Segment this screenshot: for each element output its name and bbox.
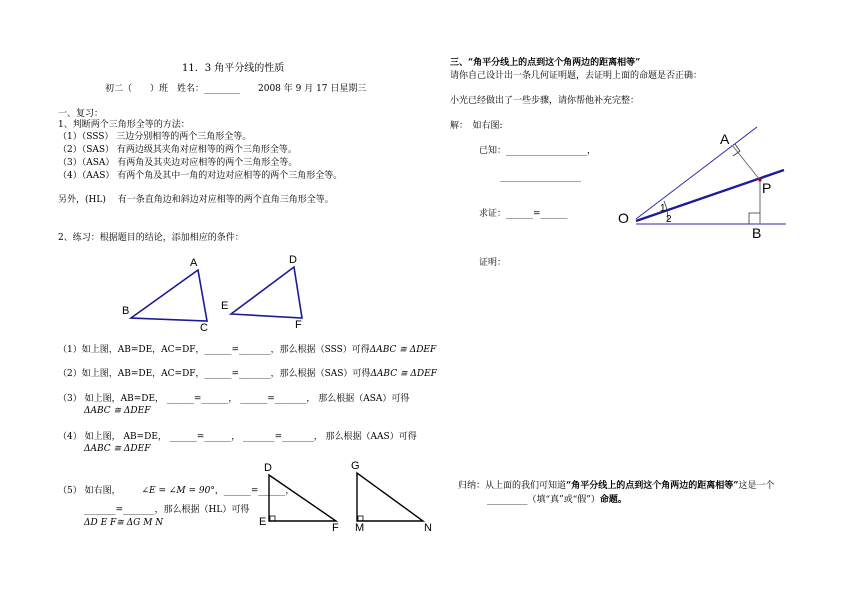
question-1 (58, 345, 436, 356)
summary-line-1 (458, 481, 774, 492)
method-asa: （3）（ASA） 有两角及其夹边对应相等的两个三角形全等。 (58, 158, 298, 168)
perpendicular-pa (732, 145, 760, 180)
label-f: F (295, 319, 302, 331)
method-sas: （2）（SAS） 有两边级其夹角对应相等的两个三角形全等。 (58, 145, 297, 155)
given-line-2: __________________ (500, 172, 581, 182)
question-2 (58, 369, 437, 380)
review-question-1: 1、判断两个三角形全等的方法： (58, 120, 190, 130)
solution-start: 解： 如右图: (450, 121, 503, 131)
rt-label-d: D (264, 462, 272, 474)
proof-line: 证明： (479, 258, 507, 268)
label-b: B (122, 305, 130, 317)
bisector-label-p: P (762, 180, 772, 196)
hl-note: 另外，(HL) 有一条直角边和斜边对应相等的两个直角三角形全等。 (58, 195, 334, 205)
question-1-math: ΔABC ≅ ΔDEF (369, 345, 437, 355)
summary-lead: 归纳：从上面的我们可知道 (458, 481, 567, 491)
question-5 (58, 486, 294, 497)
section-3-hint: 小光已经做出了一些步骤，请你帮他补充完整： (450, 96, 640, 106)
summary-statement: “角平分线上的点到这个角两边的距离相等” (566, 481, 739, 491)
summary-fill-hint: （填“真”或“假”） (527, 495, 600, 505)
question-5-text: （5） 如右图， (58, 486, 121, 496)
question-2-math: ΔABC ≅ ΔDEF (370, 369, 437, 379)
question-3-math: ΔABC ≅ ΔDEF (84, 406, 151, 416)
section-3-instruction: 请你自己设计出一条几何证明题，去证明上面的命题是否正确： (450, 71, 703, 81)
section-3-heading: 三、“角平分线上的点到这个角两边的距离相等” (450, 58, 641, 68)
class-info-line: 初二（ ）班 姓名：________ 2008 年 9 月 17 日星期三 (105, 84, 367, 94)
rt-label-n: N (424, 522, 432, 534)
question-1-text: （1）如上图，AB=DE，AC=DF，______=_______，那么根据（SSS）可得 (58, 345, 370, 355)
question-2-text: （2）如上图，AB=DE，AC=DF，______=_______，那么根据（SAS）可得 (58, 369, 371, 379)
rt-label-g: G (351, 460, 360, 472)
bisector-label-o: O (618, 210, 629, 226)
prove-line: 求证：______=______ (479, 209, 568, 219)
right-angle-mark-e (270, 516, 275, 521)
rt-label-e: E (259, 516, 267, 528)
question-5-line2: _______=_______，那么根据（HL）可得 (84, 505, 250, 515)
rt-label-f: F (332, 522, 339, 534)
right-triangle-gmn (357, 473, 423, 521)
label-c: C (200, 322, 208, 334)
label-a: A (190, 257, 198, 269)
question-4: （4） 如上图， AB=DE， ______=______， _______=_______， 那么根据（AAS）可得 (58, 432, 417, 442)
question-5-blank: ，______=______， (214, 486, 295, 496)
summary-tail: 这是一个 (738, 481, 775, 491)
practice-heading: 2、练习：根据题目的结论，添加相应的条件： (58, 233, 244, 243)
bisector-label-a: A (720, 131, 730, 147)
given-line: 已知：__________________， (479, 146, 597, 156)
rt-label-m: M (355, 522, 365, 534)
right-angle-mark-m (358, 516, 363, 521)
triangle-abc (131, 270, 207, 321)
right-triangle-def (269, 475, 336, 521)
question-3: （3） 如上图，AB=DE， ______=______， ______=_______， 那么根据（ASA）可得 (58, 394, 410, 404)
ray-oa (636, 127, 757, 219)
method-sss: （1）（SSS） 三边分别相等的两个三角形全等。 (58, 132, 252, 142)
summary-end: 命题。 (599, 495, 627, 505)
summary-line-2 (487, 495, 627, 506)
question-5-angle: ∠E = ∠M = 90° (141, 486, 215, 496)
question-5-math: ΔD E F≅ ΔG M N (84, 518, 164, 528)
page-title: 11．3 角平分线的性质 (182, 63, 285, 74)
summary-blank: _________ (487, 495, 528, 505)
review-heading: 一、复习： (58, 109, 104, 119)
angle-2-label: 2 (666, 214, 672, 225)
angle-1-label: 1 (660, 203, 666, 214)
label-d: D (289, 254, 297, 266)
triangle-def (231, 267, 302, 318)
bisector-label-b: B (752, 225, 762, 241)
label-e: E (221, 300, 229, 312)
question-4-math: ΔABC ≅ ΔDEF (84, 444, 151, 454)
right-angle-mark-b (749, 213, 760, 224)
method-aas: （4）（AAS） 有两个角及其中一角的对边对应相等的两个三角形全等。 (58, 171, 343, 181)
